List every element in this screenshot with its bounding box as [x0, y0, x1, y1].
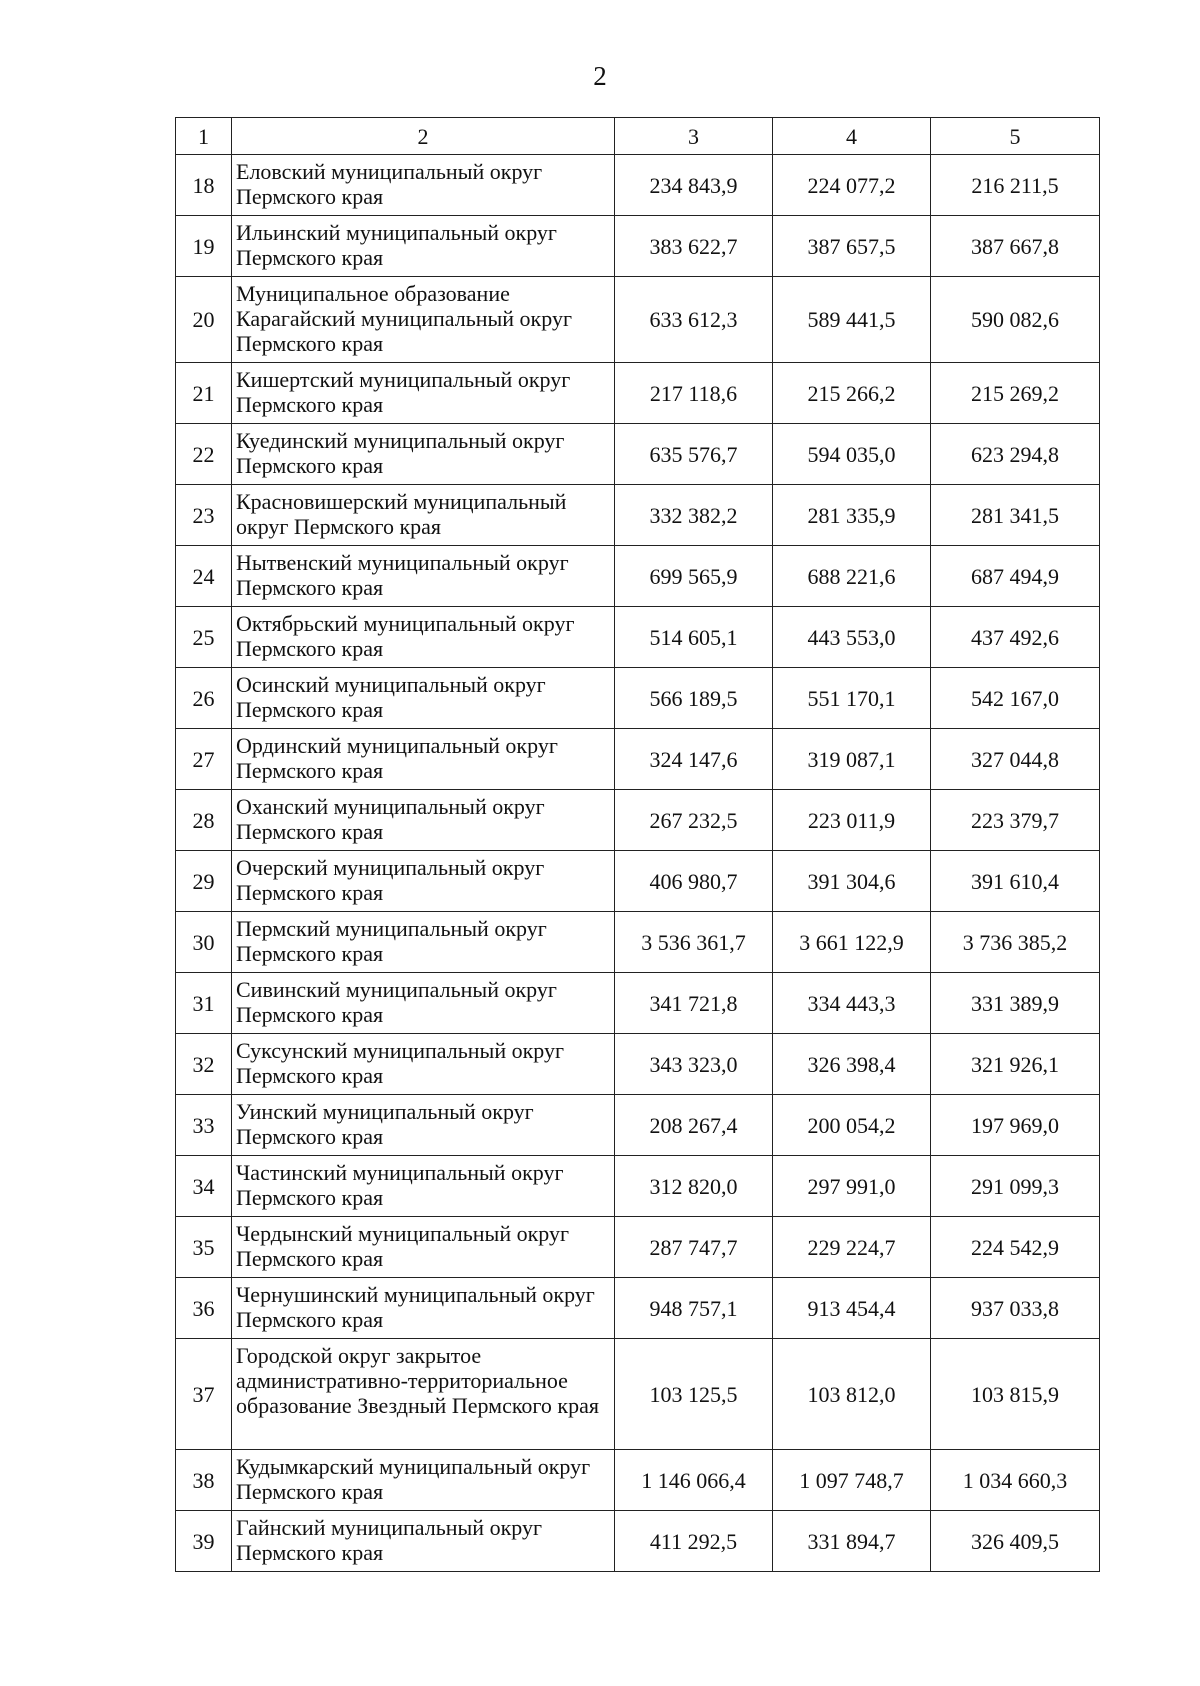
municipality-name: Осинский муниципальный округ Пермского края [232, 668, 615, 729]
row-number: 37 [176, 1339, 232, 1450]
municipality-name: Нытвенский муниципальный округ Пермского края [232, 546, 615, 607]
municipality-name: Частинский муниципальный округ Пермского края [232, 1156, 615, 1217]
value-col-5: 327 044,8 [931, 729, 1100, 790]
value-col-5: 1 034 660,3 [931, 1450, 1100, 1511]
table-row [176, 1278, 1100, 1339]
value-col-3: 324 147,6 [615, 729, 773, 790]
value-col-5: 590 082,6 [931, 277, 1100, 363]
table-row [176, 155, 1100, 216]
row-number: 26 [176, 668, 232, 729]
value-col-3: 383 622,7 [615, 216, 773, 277]
header-col-2: 2 [232, 118, 615, 155]
value-col-3: 287 747,7 [615, 1217, 773, 1278]
value-col-4: 281 335,9 [773, 485, 931, 546]
municipality-name: Кишертский муниципальный округ Пермского края [232, 363, 615, 424]
value-col-4: 223 011,9 [773, 790, 931, 851]
municipality-name: Чернушинский муниципальный округ Пермского края [232, 1278, 615, 1339]
value-col-4: 326 398,4 [773, 1034, 931, 1095]
row-number: 38 [176, 1450, 232, 1511]
row-number: 31 [176, 973, 232, 1034]
table-body [176, 155, 1100, 1572]
table-row [176, 216, 1100, 277]
row-number: 32 [176, 1034, 232, 1095]
table-row [176, 973, 1100, 1034]
value-col-5: 437 492,6 [931, 607, 1100, 668]
table-row [176, 485, 1100, 546]
value-col-5: 331 389,9 [931, 973, 1100, 1034]
value-col-3: 267 232,5 [615, 790, 773, 851]
table-row [176, 546, 1100, 607]
row-number: 36 [176, 1278, 232, 1339]
value-col-5: 215 269,2 [931, 363, 1100, 424]
row-number: 29 [176, 851, 232, 912]
value-col-5: 321 926,1 [931, 1034, 1100, 1095]
header-col-3: 3 [615, 118, 773, 155]
value-col-5: 224 542,9 [931, 1217, 1100, 1278]
value-col-5: 281 341,5 [931, 485, 1100, 546]
value-col-4: 200 054,2 [773, 1095, 931, 1156]
municipality-name: Муниципальное образование Карагайский муниципальный округ Пермского края [232, 277, 615, 363]
row-number: 28 [176, 790, 232, 851]
municipality-name: Чердынский муниципальный округ Пермского края [232, 1217, 615, 1278]
municipality-name: Октябрьский муниципальный округ Пермского края [232, 607, 615, 668]
value-col-3: 514 605,1 [615, 607, 773, 668]
value-col-5: 216 211,5 [931, 155, 1100, 216]
row-number: 33 [176, 1095, 232, 1156]
table-row [176, 277, 1100, 363]
budget-table [175, 117, 1100, 1572]
table-row [176, 607, 1100, 668]
value-col-4: 594 035,0 [773, 424, 931, 485]
municipality-name: Оханский муниципальный округ Пермского края [232, 790, 615, 851]
value-col-4: 443 553,0 [773, 607, 931, 668]
row-number: 18 [176, 155, 232, 216]
value-col-5: 391 610,4 [931, 851, 1100, 912]
municipality-name: Ильинский муниципальный округ Пермского края [232, 216, 615, 277]
table-row [176, 912, 1100, 973]
value-col-4: 391 304,6 [773, 851, 931, 912]
value-col-4: 387 657,5 [773, 216, 931, 277]
value-col-4: 103 812,0 [773, 1339, 931, 1450]
table-row [176, 1095, 1100, 1156]
value-col-4: 331 894,7 [773, 1511, 931, 1572]
value-col-4: 224 077,2 [773, 155, 931, 216]
value-col-4: 215 266,2 [773, 363, 931, 424]
row-number: 22 [176, 424, 232, 485]
value-col-4: 913 454,4 [773, 1278, 931, 1339]
value-col-5: 623 294,8 [931, 424, 1100, 485]
value-col-5: 687 494,9 [931, 546, 1100, 607]
municipality-name: Красновишерский муниципальный округ Пермского края [232, 485, 615, 546]
municipality-name: Еловский муниципальный округ Пермского края [232, 155, 615, 216]
row-number: 19 [176, 216, 232, 277]
municipality-name: Пермский муниципальный округ Пермского края [232, 912, 615, 973]
row-number: 24 [176, 546, 232, 607]
value-col-3: 411 292,5 [615, 1511, 773, 1572]
table-row [176, 1156, 1100, 1217]
table-row [176, 729, 1100, 790]
value-col-5: 937 033,8 [931, 1278, 1100, 1339]
value-col-5: 197 969,0 [931, 1095, 1100, 1156]
value-col-3: 566 189,5 [615, 668, 773, 729]
value-col-3: 208 267,4 [615, 1095, 773, 1156]
row-number: 27 [176, 729, 232, 790]
value-col-4: 229 224,7 [773, 1217, 931, 1278]
table-row [176, 1511, 1100, 1572]
page-number: 2 [593, 61, 607, 91]
row-number: 20 [176, 277, 232, 363]
value-col-3: 406 980,7 [615, 851, 773, 912]
municipality-name: Ординский муниципальный округ Пермского края [232, 729, 615, 790]
table-row [176, 790, 1100, 851]
value-col-3: 3 536 361,7 [615, 912, 773, 973]
table-row [176, 668, 1100, 729]
value-col-4: 551 170,1 [773, 668, 931, 729]
value-col-3: 332 382,2 [615, 485, 773, 546]
value-col-4: 297 991,0 [773, 1156, 931, 1217]
value-col-5: 3 736 385,2 [931, 912, 1100, 973]
table-row [176, 851, 1100, 912]
value-col-3: 948 757,1 [615, 1278, 773, 1339]
municipality-name: Сивинский муниципальный округ Пермского края [232, 973, 615, 1034]
row-number: 25 [176, 607, 232, 668]
table-row [176, 1034, 1100, 1095]
value-col-4: 3 661 122,9 [773, 912, 931, 973]
header-col-5: 5 [931, 118, 1100, 155]
table-row [176, 363, 1100, 424]
value-col-3: 1 146 066,4 [615, 1450, 773, 1511]
value-col-3: 699 565,9 [615, 546, 773, 607]
municipality-name: Очерский муниципальный округ Пермского края [232, 851, 615, 912]
municipality-name: Куединский муниципальный округ Пермского края [232, 424, 615, 485]
value-col-5: 326 409,5 [931, 1511, 1100, 1572]
value-col-3: 341 721,8 [615, 973, 773, 1034]
value-col-4: 319 087,1 [773, 729, 931, 790]
row-number: 30 [176, 912, 232, 973]
value-col-4: 1 097 748,7 [773, 1450, 931, 1511]
table-row [176, 1450, 1100, 1511]
table-row [176, 1217, 1100, 1278]
municipality-name: Гайнский муниципальный округ Пермского края [232, 1511, 615, 1572]
row-number: 21 [176, 363, 232, 424]
table-row [176, 1339, 1100, 1450]
value-col-4: 688 221,6 [773, 546, 931, 607]
value-col-5: 103 815,9 [931, 1339, 1100, 1450]
value-col-5: 387 667,8 [931, 216, 1100, 277]
value-col-5: 542 167,0 [931, 668, 1100, 729]
row-number: 34 [176, 1156, 232, 1217]
value-col-5: 291 099,3 [931, 1156, 1100, 1217]
municipality-name: Суксунский муниципальный округ Пермского края [232, 1034, 615, 1095]
value-col-3: 217 118,6 [615, 363, 773, 424]
row-number: 23 [176, 485, 232, 546]
municipality-name: Кудымкарский муниципальный округ Пермского края [232, 1450, 615, 1511]
value-col-3: 633 612,3 [615, 277, 773, 363]
header-col-4: 4 [773, 118, 931, 155]
municipality-name: Городской округ закрытое административно-территориальное образование Звездный Пермского края [232, 1339, 615, 1450]
table-row [176, 424, 1100, 485]
header-row [176, 118, 1100, 155]
row-number: 35 [176, 1217, 232, 1278]
value-col-3: 234 843,9 [615, 155, 773, 216]
header-col-1: 1 [176, 118, 232, 155]
value-col-3: 635 576,7 [615, 424, 773, 485]
municipality-name: Уинский муниципальный округ Пермского края [232, 1095, 615, 1156]
value-col-4: 589 441,5 [773, 277, 931, 363]
table-header [176, 118, 1100, 155]
row-number: 39 [176, 1511, 232, 1572]
value-col-5: 223 379,7 [931, 790, 1100, 851]
value-col-3: 103 125,5 [615, 1339, 773, 1450]
value-col-3: 312 820,0 [615, 1156, 773, 1217]
value-col-3: 343 323,0 [615, 1034, 773, 1095]
value-col-4: 334 443,3 [773, 973, 931, 1034]
